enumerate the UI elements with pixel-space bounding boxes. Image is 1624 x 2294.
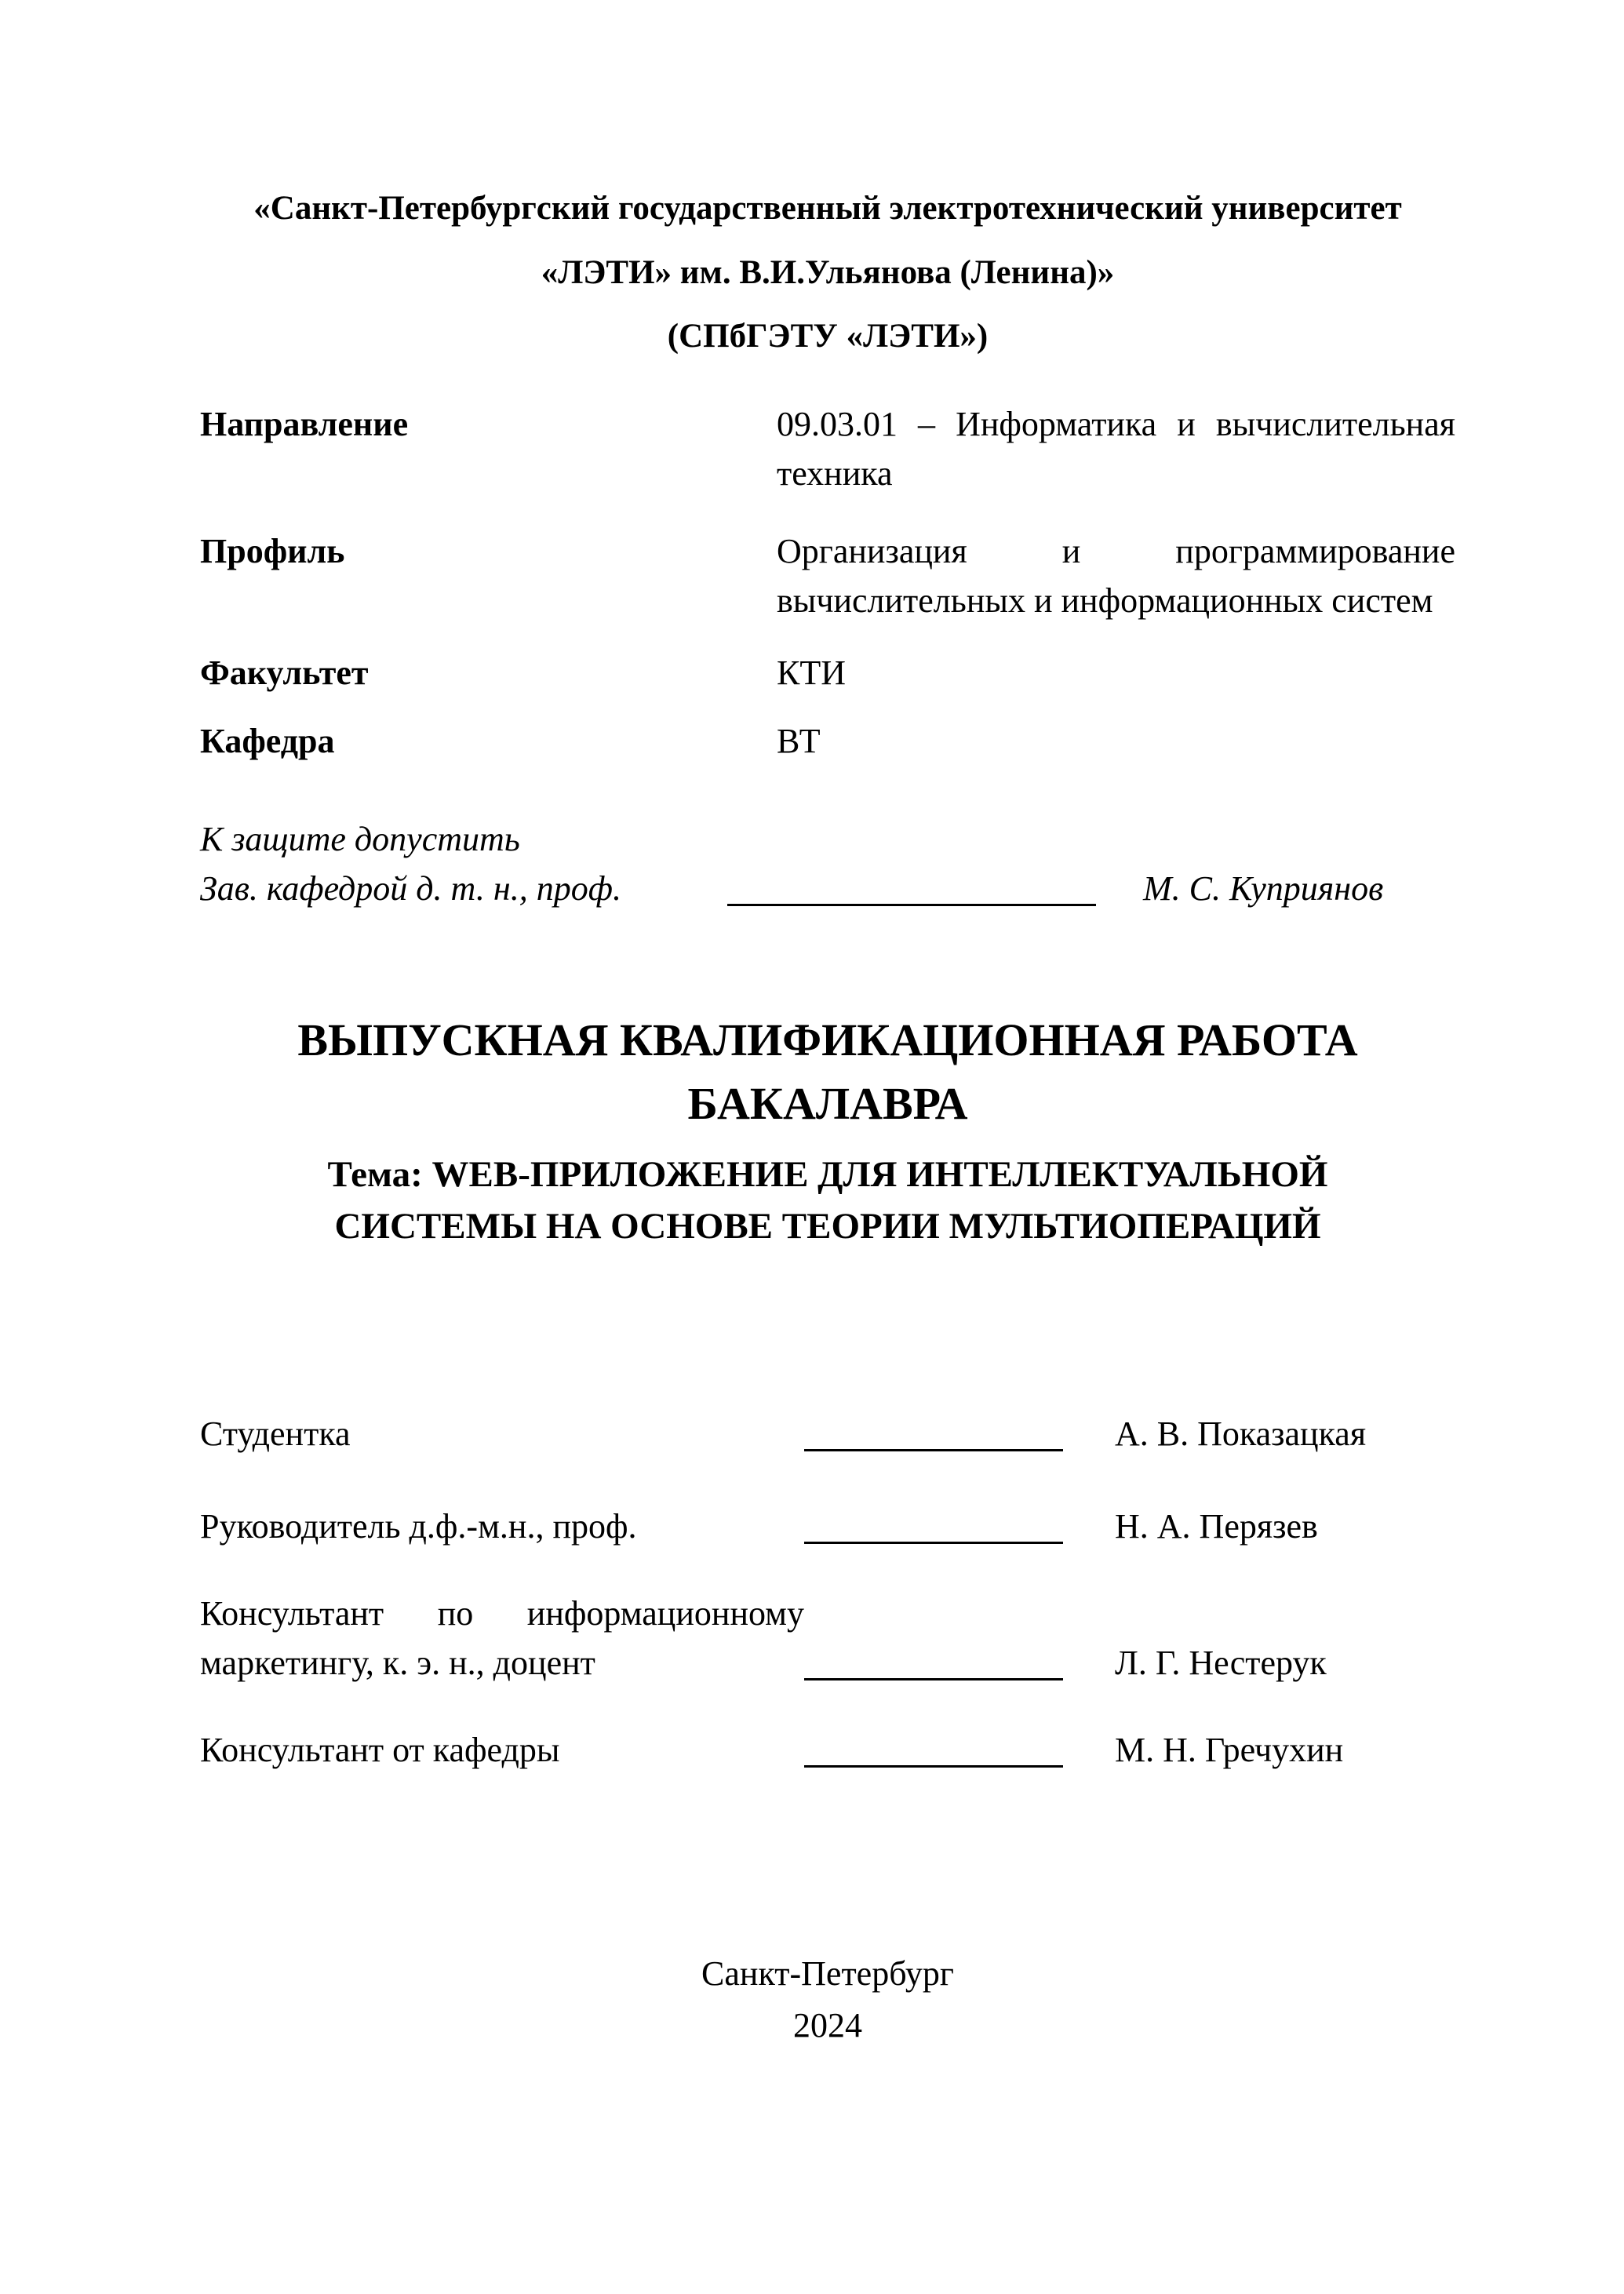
thesis-theme — [200, 1149, 1455, 1253]
footer — [200, 1948, 1455, 2052]
signature-row-consultant-marketing — [200, 1589, 1455, 1688]
university-name-line-2: «ЛЭТИ» им. В.И.Ульянова (Ленина)» — [541, 253, 1115, 291]
signature-name-student: А. В. Показацкая — [1115, 1415, 1367, 1453]
signature-row-consultant-department — [200, 1726, 1455, 1775]
signature-role-consultant-department: Консультант от кафедры — [200, 1730, 560, 1769]
signature-row-student — [200, 1410, 1455, 1459]
field-value-direction: 09.03.01 – Информатика и вычислительная техника — [777, 404, 1455, 493]
university-abbreviation: (СПбГЭТУ «ЛЭТИ») — [667, 318, 989, 355]
thesis-title-line-1: ВЫПУСКНАЯ КВАЛИФИКАЦИОННАЯ РАБОТА — [297, 1014, 1358, 1066]
field-row-direction — [200, 400, 1455, 499]
field-row-faculty — [200, 649, 1455, 698]
footer-year: 2024 — [793, 2005, 862, 2045]
field-label-profile: Профиль — [200, 531, 345, 570]
signature-row-supervisor — [200, 1502, 1455, 1552]
field-row-department — [200, 717, 1455, 766]
thesis-theme-line-1: Тема: WEB-ПРИЛОЖЕНИЕ ДЛЯ ИНТЕЛЛЕКТУАЛЬНОЙ — [327, 1154, 1328, 1196]
field-value-faculty: КТИ — [777, 654, 846, 693]
signature-role-supervisor: Руководитель д.ф.-м.н., проф. — [200, 1506, 637, 1546]
approval-signer-name: М. С. Куприянов — [1142, 869, 1384, 908]
field-value-department: ВТ — [777, 722, 821, 761]
signature-line — [804, 1764, 1063, 1768]
signature-line — [804, 1677, 1063, 1680]
signature-line — [804, 1448, 1063, 1451]
signature-name-supervisor: Н. А. Перязев — [1115, 1506, 1318, 1546]
signature-name-consultant-marketing: Л. Г. Нестерук — [1115, 1643, 1327, 1682]
thesis-title-line-2: БАКАЛАВРА — [687, 1078, 968, 1130]
approval-block — [200, 815, 1455, 914]
field-label-faculty: Факультет — [200, 654, 369, 693]
approval-signature-row — [200, 865, 1455, 914]
approval-role: Зав. кафедрой д. т. н., проф. — [200, 869, 621, 908]
approval-statement: К защите допустить — [200, 820, 520, 859]
field-label-department: Кафедра — [200, 722, 335, 761]
thesis-title — [200, 1008, 1455, 1135]
signature-role-student: Студентка — [200, 1415, 351, 1453]
footer-city: Санкт-Петербург — [701, 1954, 954, 1993]
signature-role-consultant-marketing: Консультант по информационному маркетингу, к. э. н., доцент — [200, 1593, 804, 1682]
signature-name-consultant-department: М. Н. Гречухин — [1115, 1730, 1344, 1769]
signatures-block — [200, 1410, 1455, 1775]
signature-line — [727, 903, 1096, 906]
thesis-theme-line-2: СИСТЕМЫ НА ОСНОВЕ ТЕОРИИ МУЛЬТИОПЕРАЦИЙ — [334, 1206, 1321, 1247]
university-name-line-1: «Санкт-Петербургский государственный электротехнический университет — [253, 190, 1402, 227]
field-label-direction: Направление — [200, 404, 409, 443]
field-value-profile: Организация и программирование вычислительных и информационных систем — [777, 531, 1455, 620]
signature-line — [804, 1541, 1063, 1544]
field-row-profile — [200, 527, 1455, 626]
program-fields — [200, 400, 1455, 766]
university-header — [200, 188, 1455, 357]
